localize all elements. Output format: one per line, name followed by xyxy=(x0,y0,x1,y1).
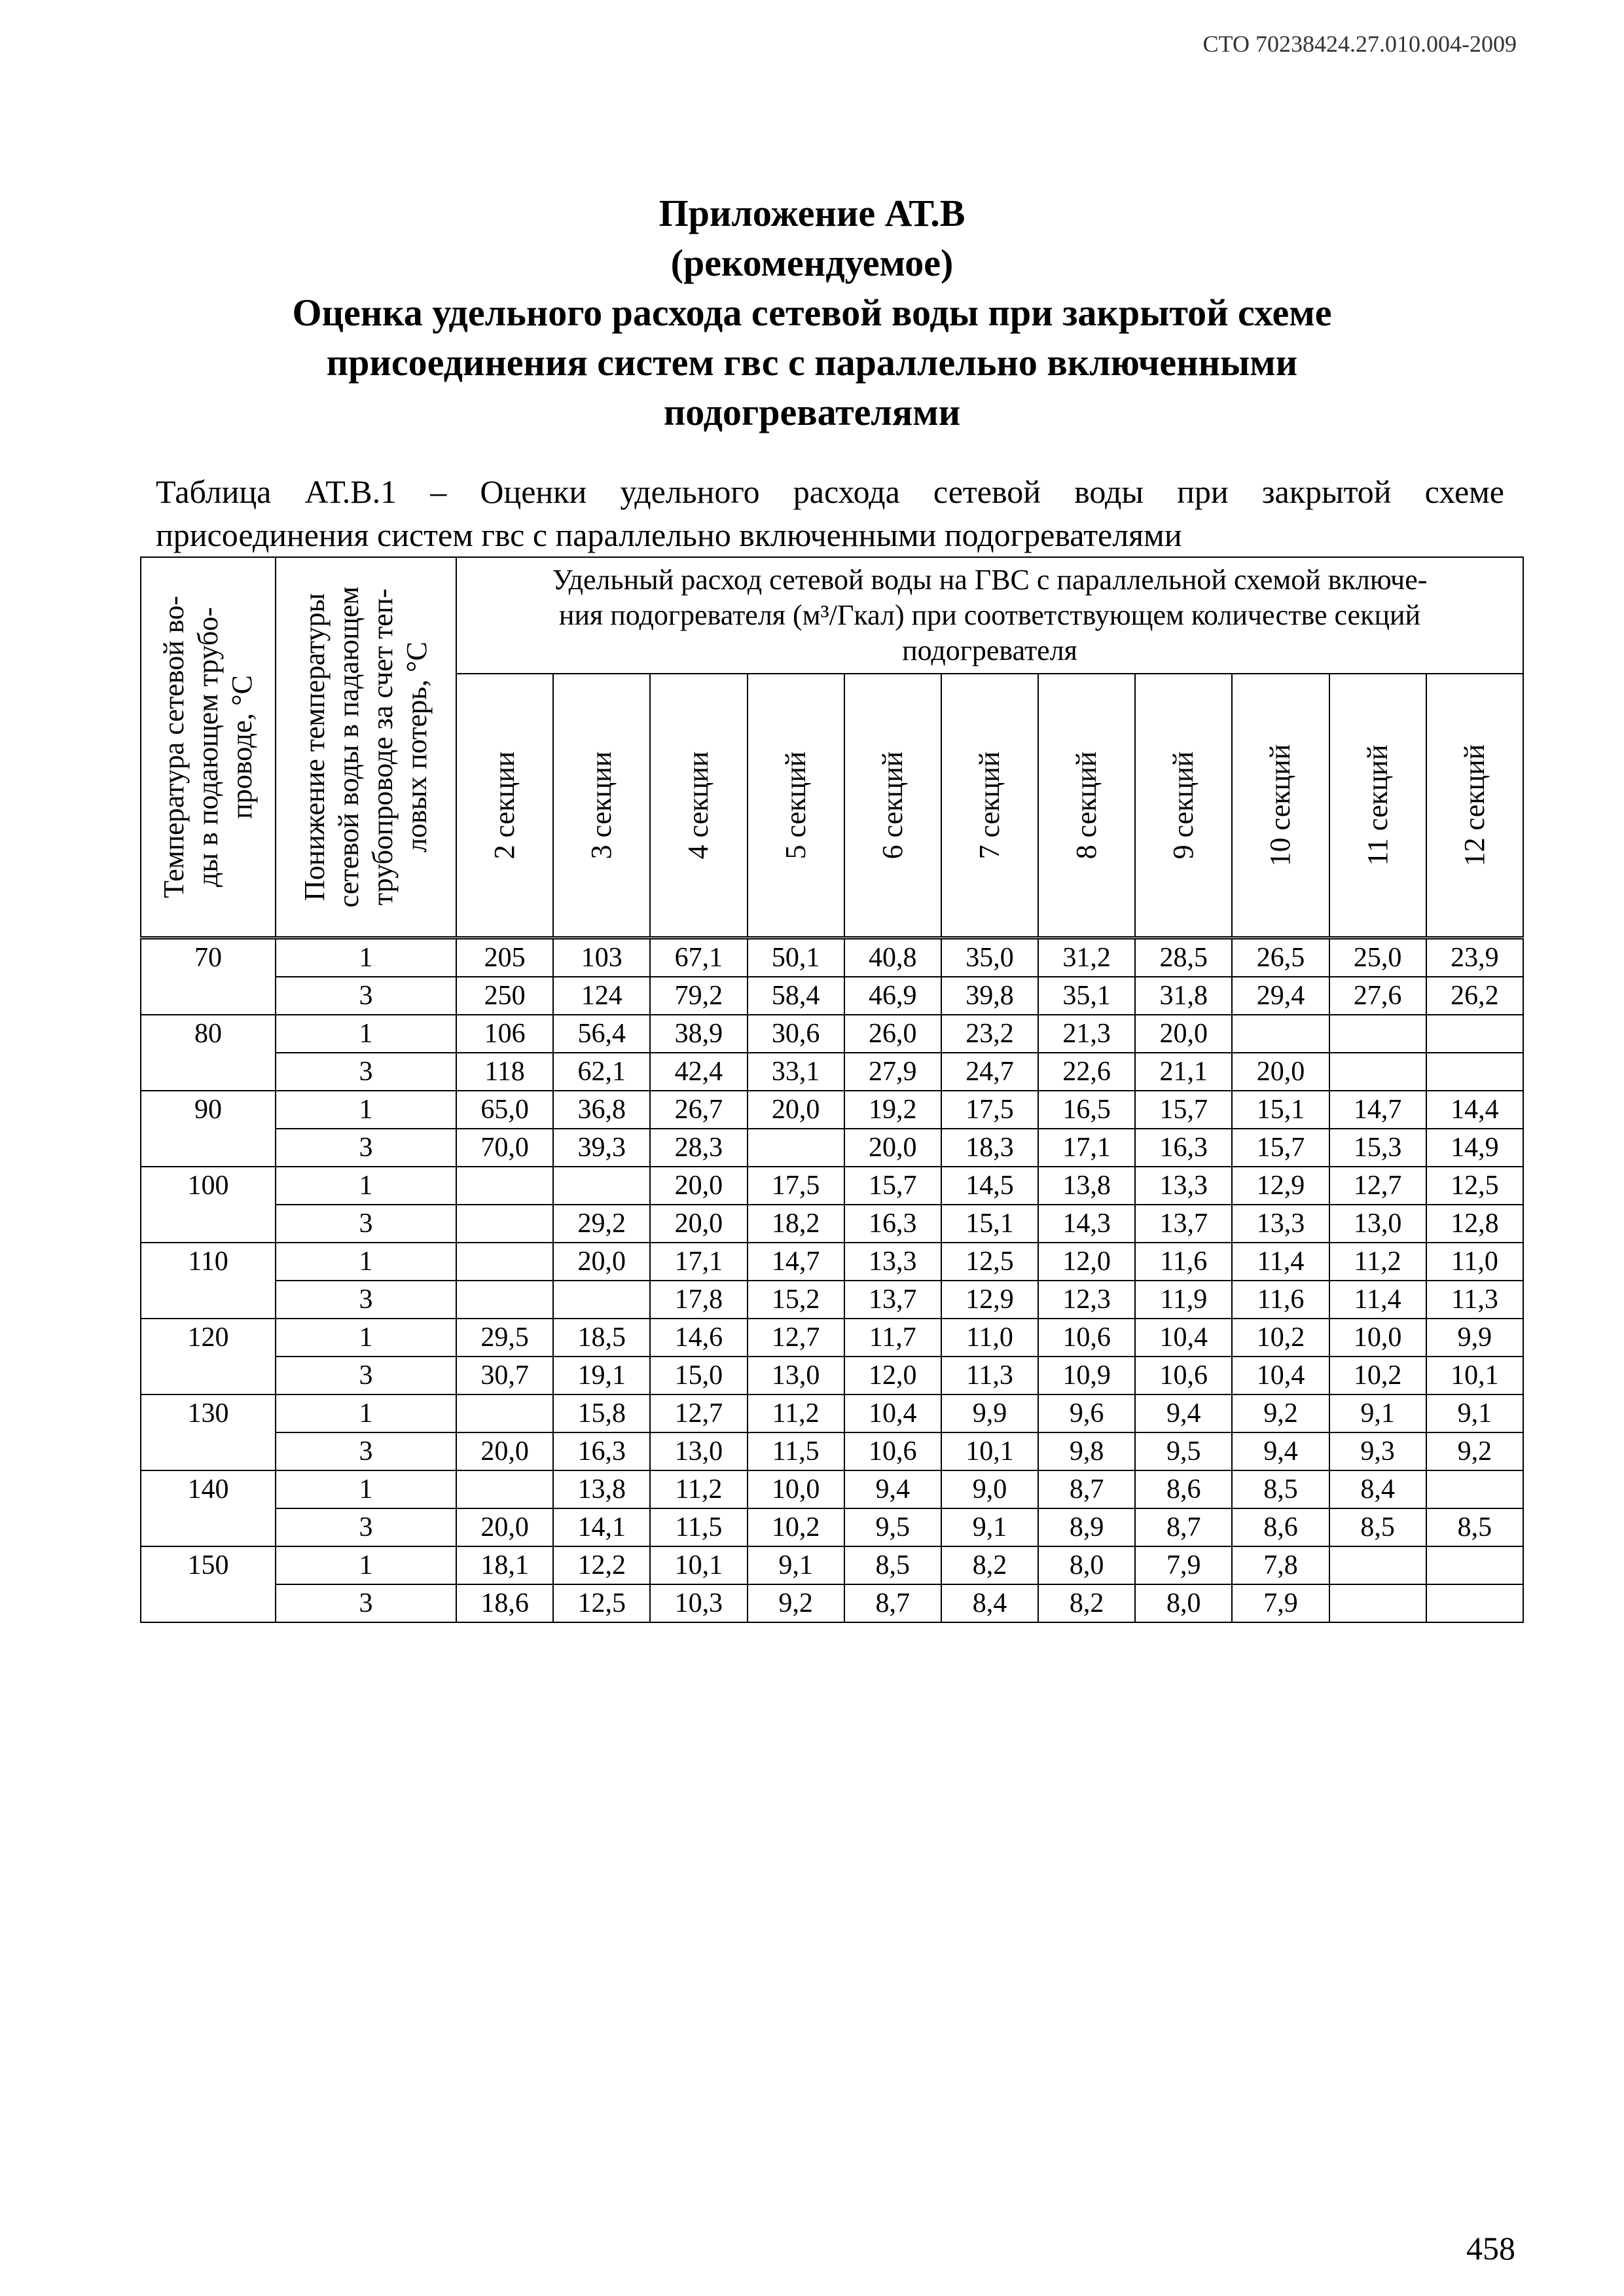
consumption-value-cell: 9,9 xyxy=(1426,1319,1523,1357)
consumption-value-cell: 10,6 xyxy=(1135,1357,1232,1394)
consumption-value-cell: 10,2 xyxy=(748,1508,844,1546)
consumption-value-cell: 8,0 xyxy=(1038,1546,1135,1584)
consumption-value-cell: 10,6 xyxy=(844,1432,941,1470)
header-text-line: сетевой воды в падающем xyxy=(333,586,365,908)
consumption-value-cell: 12,9 xyxy=(1232,1167,1329,1205)
consumption-value-cell: 13,7 xyxy=(844,1281,941,1319)
consumption-value-cell: 27,9 xyxy=(844,1053,941,1091)
consumption-value-cell: 15,7 xyxy=(844,1167,941,1205)
temperature-drop-cell: 3 xyxy=(276,1053,456,1091)
temperature-drop-cell: 1 xyxy=(276,1243,456,1281)
consumption-value-cell: 8,5 xyxy=(1329,1508,1426,1546)
consumption-value-cell: 10,4 xyxy=(844,1394,941,1432)
consumption-value-cell: 9,2 xyxy=(1426,1432,1523,1470)
consumption-value-cell: 20,0 xyxy=(553,1243,650,1281)
header-sections-6 xyxy=(844,674,941,938)
consumption-value-cell: 50,1 xyxy=(748,938,844,977)
consumption-value-cell: 20,0 xyxy=(456,1432,553,1470)
consumption-value-cell xyxy=(456,1205,553,1243)
consumption-value-cell: 26,2 xyxy=(1426,977,1523,1015)
consumption-value-cell: 124 xyxy=(553,977,650,1015)
consumption-value-cell: 8,4 xyxy=(1329,1470,1426,1508)
header-text-line: ды в подающем трубо- xyxy=(192,607,224,887)
consumption-value-cell: 13,3 xyxy=(844,1243,941,1281)
consumption-value-cell: 12,7 xyxy=(1329,1167,1426,1205)
table-row xyxy=(141,1584,1523,1622)
consumption-value-cell: 24,7 xyxy=(941,1053,1038,1091)
consumption-value-cell: 10,2 xyxy=(1329,1357,1426,1394)
consumption-value-cell: 9,4 xyxy=(844,1470,941,1508)
table-row xyxy=(141,977,1523,1015)
header-sections-label: 11 секций xyxy=(1361,744,1394,866)
caption-line-1: Таблица АТ.В.1 – Оценки удельного расхода сетевой воды при закрытой схеме xyxy=(156,473,1504,510)
consumption-value-cell: 35,0 xyxy=(941,938,1038,977)
consumption-value-cell: 26,0 xyxy=(844,1015,941,1053)
consumption-value-cell: 8,6 xyxy=(1232,1508,1329,1546)
consumption-value-cell: 20,0 xyxy=(1232,1053,1329,1091)
consumption-value-cell: 18,2 xyxy=(748,1205,844,1243)
temperature-drop-cell: 1 xyxy=(276,1167,456,1205)
page-number: 458 xyxy=(1466,2230,1515,2267)
consumption-value-cell: 12,7 xyxy=(650,1394,747,1432)
consumption-value-cell: 33,1 xyxy=(748,1053,844,1091)
consumption-value-cell: 11,5 xyxy=(650,1508,747,1546)
consumption-value-cell: 8,7 xyxy=(1135,1508,1232,1546)
consumption-value-cell: 18,3 xyxy=(941,1129,1038,1167)
consumption-value-cell: 31,8 xyxy=(1135,977,1232,1015)
consumption-value-cell: 31,2 xyxy=(1038,938,1135,977)
temperature-drop-cell: 3 xyxy=(276,1584,456,1622)
consumption-value-cell: 8,4 xyxy=(941,1584,1038,1622)
consumption-value-cell: 11,5 xyxy=(748,1432,844,1470)
consumption-value-cell xyxy=(456,1243,553,1281)
consumption-value-cell: 28,3 xyxy=(650,1129,747,1167)
consumption-value-cell: 11,2 xyxy=(1329,1243,1426,1281)
header-temperature-drop xyxy=(276,557,456,938)
consumption-value-cell: 9,9 xyxy=(941,1394,1038,1432)
heading-line-1: Приложение АТ.В xyxy=(659,192,965,234)
table-caption xyxy=(156,470,1504,556)
consumption-value-cell: 39,3 xyxy=(553,1129,650,1167)
consumption-value-cell: 9,2 xyxy=(1232,1394,1329,1432)
consumption-value-cell: 8,9 xyxy=(1038,1508,1135,1546)
temperature-drop-cell: 1 xyxy=(276,1546,456,1584)
header-sections-2 xyxy=(456,674,553,938)
consumption-value-cell: 13,3 xyxy=(1232,1205,1329,1243)
consumption-value-cell: 9,1 xyxy=(1329,1394,1426,1432)
table-row xyxy=(141,1546,1523,1584)
consumption-value-cell: 11,0 xyxy=(941,1319,1038,1357)
consumption-value-cell: 28,5 xyxy=(1135,938,1232,977)
supply-temperature-cell: 150 xyxy=(141,1546,276,1622)
header-sections-4 xyxy=(650,674,747,938)
table-row xyxy=(141,1053,1523,1091)
consumption-value-cell: 13,0 xyxy=(1329,1205,1426,1243)
consumption-value-cell: 12,5 xyxy=(1426,1167,1523,1205)
temperature-drop-cell: 1 xyxy=(276,1091,456,1129)
consumption-value-cell: 26,5 xyxy=(1232,938,1329,977)
table-row xyxy=(141,1281,1523,1319)
consumption-value-cell: 12,2 xyxy=(553,1546,650,1584)
temperature-drop-cell: 3 xyxy=(276,1205,456,1243)
consumption-value-cell: 10,1 xyxy=(650,1546,747,1584)
header-sections-10 xyxy=(1232,674,1329,938)
consumption-value-cell: 11,4 xyxy=(1232,1243,1329,1281)
consumption-value-cell: 13,3 xyxy=(1135,1167,1232,1205)
consumption-value-cell: 9,1 xyxy=(748,1546,844,1584)
consumption-value-cell: 30,6 xyxy=(748,1015,844,1053)
consumption-value-cell: 11,3 xyxy=(1426,1281,1523,1319)
heading-line-2: (рекомендуемое) xyxy=(670,242,954,284)
supply-temperature-cell: 100 xyxy=(141,1167,276,1243)
caption-line-2: присоединения систем гвс с параллельно включенными подогревателями xyxy=(156,517,1182,553)
consumption-value-cell: 8,5 xyxy=(1426,1508,1523,1546)
consumption-value-cell: 10,1 xyxy=(1426,1357,1523,1394)
supply-temperature-cell: 90 xyxy=(141,1091,276,1167)
table-row xyxy=(141,1394,1523,1432)
header-sections-5 xyxy=(748,674,844,938)
consumption-value-cell: 118 xyxy=(456,1053,553,1091)
consumption-value-cell: 9,3 xyxy=(1329,1432,1426,1470)
consumption-value-cell: 7,9 xyxy=(1135,1546,1232,1584)
supply-temperature-cell: 130 xyxy=(141,1394,276,1470)
header-supply-temperature-text xyxy=(157,596,259,898)
consumption-value-cell: 15,2 xyxy=(748,1281,844,1319)
consumption-value-cell: 19,1 xyxy=(553,1357,650,1394)
consumption-value-cell: 14,7 xyxy=(1329,1091,1426,1129)
table-row xyxy=(141,1205,1523,1243)
temperature-drop-cell: 3 xyxy=(276,1432,456,1470)
header-sections-9 xyxy=(1135,674,1232,938)
heading-line-3: Оценка удельного расхода сетевой воды при закрытой схеме xyxy=(292,291,1332,334)
consumption-value-cell: 7,8 xyxy=(1232,1546,1329,1584)
consumption-value-cell: 9,1 xyxy=(941,1508,1038,1546)
consumption-value-cell: 36,8 xyxy=(553,1091,650,1129)
temperature-drop-cell: 1 xyxy=(276,1319,456,1357)
consumption-value-cell: 8,0 xyxy=(1135,1584,1232,1622)
temperature-drop-cell: 1 xyxy=(276,1394,456,1432)
consumption-value-cell: 9,4 xyxy=(1232,1432,1329,1470)
heading-line-4: присоединения систем гвс с параллельно включенными xyxy=(326,341,1298,384)
header-sections-label: 2 секции xyxy=(488,751,521,860)
consumption-value-cell: 20,0 xyxy=(456,1508,553,1546)
consumption-value-cell: 10,4 xyxy=(1232,1357,1329,1394)
consumption-value-cell: 15,1 xyxy=(1232,1091,1329,1129)
consumption-value-cell: 12,0 xyxy=(844,1357,941,1394)
temperature-drop-cell: 1 xyxy=(276,1470,456,1508)
consumption-value-cell xyxy=(1426,1546,1523,1584)
consumption-value-cell xyxy=(1426,1584,1523,1622)
header-sections-12 xyxy=(1426,674,1523,938)
consumption-value-cell: 40,8 xyxy=(844,938,941,977)
consumption-value-cell xyxy=(553,1281,650,1319)
header-sections-label: 7 секций xyxy=(973,751,1005,860)
consumption-value-cell: 15,8 xyxy=(553,1394,650,1432)
consumption-value-cell xyxy=(1232,1015,1329,1053)
consumption-value-cell: 11,4 xyxy=(1329,1281,1426,1319)
header-supply-temperature xyxy=(141,557,276,938)
consumption-value-cell: 10,4 xyxy=(1135,1319,1232,1357)
consumption-value-cell: 56,4 xyxy=(553,1015,650,1053)
consumption-value-cell: 8,7 xyxy=(1038,1470,1135,1508)
table-row xyxy=(141,1129,1523,1167)
consumption-value-cell: 15,7 xyxy=(1232,1129,1329,1167)
consumption-value-cell: 58,4 xyxy=(748,977,844,1015)
consumption-value-cell: 23,2 xyxy=(941,1015,1038,1053)
consumption-value-cell: 12,3 xyxy=(1038,1281,1135,1319)
consumption-value-cell xyxy=(1426,1470,1523,1508)
consumption-value-cell: 22,6 xyxy=(1038,1053,1135,1091)
consumption-value-cell: 16,3 xyxy=(553,1432,650,1470)
consumption-value-cell: 29,2 xyxy=(553,1205,650,1243)
header-text-line: подогревателя xyxy=(902,634,1077,666)
header-specific-consumption-text xyxy=(457,562,1523,668)
consumption-value-cell: 8,2 xyxy=(1038,1584,1135,1622)
consumption-value-cell: 18,6 xyxy=(456,1584,553,1622)
consumption-value-cell: 10,1 xyxy=(941,1432,1038,1470)
consumption-value-cell: 18,1 xyxy=(456,1546,553,1584)
table-row xyxy=(141,1357,1523,1394)
consumption-value-cell: 14,7 xyxy=(748,1243,844,1281)
consumption-value-cell: 20,0 xyxy=(844,1129,941,1167)
consumption-value-cell xyxy=(553,1167,650,1205)
consumption-value-cell: 7,9 xyxy=(1232,1584,1329,1622)
consumption-value-cell: 14,5 xyxy=(941,1167,1038,1205)
document-code: СТО 70238424.27.010.004-2009 xyxy=(1202,31,1517,57)
supply-temperature-cell: 140 xyxy=(141,1470,276,1546)
table-body xyxy=(141,938,1523,1623)
consumption-value-cell: 11,2 xyxy=(748,1394,844,1432)
table-row xyxy=(141,1508,1523,1546)
consumption-value-cell: 15,1 xyxy=(941,1205,1038,1243)
consumption-value-cell: 13,8 xyxy=(553,1470,650,1508)
temperature-drop-cell: 3 xyxy=(276,1281,456,1319)
consumption-value-cell: 67,1 xyxy=(650,938,747,977)
table-row xyxy=(141,938,1523,977)
header-sections-label: 4 секции xyxy=(682,751,715,860)
consumption-value-cell: 9,4 xyxy=(1135,1394,1232,1432)
supply-temperature-cell: 120 xyxy=(141,1319,276,1394)
consumption-value-cell: 21,3 xyxy=(1038,1015,1135,1053)
consumption-value-cell: 10,3 xyxy=(650,1584,747,1622)
consumption-value-cell: 11,3 xyxy=(941,1357,1038,1394)
consumption-value-cell: 20,0 xyxy=(650,1167,747,1205)
consumption-value-cell: 205 xyxy=(456,938,553,977)
consumption-value-cell xyxy=(1329,1015,1426,1053)
header-specific-consumption xyxy=(456,557,1523,674)
consumption-value-cell: 35,1 xyxy=(1038,977,1135,1015)
consumption-value-cell xyxy=(1426,1015,1523,1053)
consumption-value-cell: 79,2 xyxy=(650,977,747,1015)
consumption-value-cell: 12,9 xyxy=(941,1281,1038,1319)
consumption-value-cell: 9,0 xyxy=(941,1470,1038,1508)
consumption-value-cell: 25,0 xyxy=(1329,938,1426,977)
consumption-value-cell: 12,7 xyxy=(748,1319,844,1357)
header-text-line: трубопроводе за счет теп- xyxy=(367,588,399,906)
consumption-value-cell: 26,7 xyxy=(650,1091,747,1129)
consumption-value-cell: 20,0 xyxy=(1135,1015,1232,1053)
table-row xyxy=(141,1319,1523,1357)
consumption-value-cell: 20,0 xyxy=(650,1205,747,1243)
consumption-value-cell: 23,9 xyxy=(1426,938,1523,977)
table-row xyxy=(141,1167,1523,1205)
consumption-value-cell xyxy=(456,1394,553,1432)
consumption-value-cell xyxy=(456,1167,553,1205)
consumption-value-cell: 70,0 xyxy=(456,1129,553,1167)
consumption-value-cell: 39,8 xyxy=(941,977,1038,1015)
consumption-value-cell: 15,3 xyxy=(1329,1129,1426,1167)
consumption-value-cell: 17,1 xyxy=(650,1243,747,1281)
header-temperature-drop-text xyxy=(298,587,434,907)
consumption-value-cell: 9,5 xyxy=(1135,1432,1232,1470)
table-row xyxy=(141,1432,1523,1470)
consumption-value-cell: 10,6 xyxy=(1038,1319,1135,1357)
consumption-value-cell: 38,9 xyxy=(650,1015,747,1053)
consumption-value-cell: 8,6 xyxy=(1135,1470,1232,1508)
consumption-value-cell: 17,5 xyxy=(941,1091,1038,1129)
consumption-value-cell: 9,6 xyxy=(1038,1394,1135,1432)
consumption-value-cell: 11,0 xyxy=(1426,1243,1523,1281)
consumption-value-cell: 10,0 xyxy=(748,1470,844,1508)
consumption-value-cell: 13,0 xyxy=(650,1432,747,1470)
header-text-line: ния подогревателя (м³/Гкал) при соответствующем количестве секций xyxy=(558,599,1421,631)
consumption-value-cell: 13,0 xyxy=(748,1357,844,1394)
consumption-value-cell: 10,9 xyxy=(1038,1357,1135,1394)
appendix-heading xyxy=(0,189,1624,437)
header-sections-label: 6 секций xyxy=(876,751,909,860)
temperature-drop-cell: 3 xyxy=(276,1508,456,1546)
consumption-value-cell: 12,8 xyxy=(1426,1205,1523,1243)
consumption-value-cell xyxy=(1329,1546,1426,1584)
consumption-value-cell: 17,1 xyxy=(1038,1129,1135,1167)
consumption-value-cell: 11,7 xyxy=(844,1319,941,1357)
header-text-line: проводе, °С xyxy=(226,675,258,819)
consumption-value-cell: 42,4 xyxy=(650,1053,747,1091)
consumption-value-cell: 9,1 xyxy=(1426,1394,1523,1432)
header-sections-label: 9 секций xyxy=(1167,751,1200,860)
consumption-value-cell: 14,6 xyxy=(650,1319,747,1357)
consumption-value-cell: 11,6 xyxy=(1232,1281,1329,1319)
header-sections-3 xyxy=(553,674,650,938)
consumption-value-cell: 46,9 xyxy=(844,977,941,1015)
consumption-value-cell: 15,0 xyxy=(650,1357,747,1394)
consumption-value-cell: 250 xyxy=(456,977,553,1015)
consumption-value-cell: 14,3 xyxy=(1038,1205,1135,1243)
consumption-value-cell: 8,7 xyxy=(844,1584,941,1622)
consumption-value-cell xyxy=(456,1281,553,1319)
consumption-value-cell: 106 xyxy=(456,1015,553,1053)
consumption-value-cell: 11,9 xyxy=(1135,1281,1232,1319)
header-sections-label: 10 секций xyxy=(1264,744,1297,867)
header-text-line: Удельный расход сетевой воды на ГВС с параллельной схемой включе- xyxy=(552,564,1428,596)
consumption-value-cell: 62,1 xyxy=(553,1053,650,1091)
header-sections-label: 3 секции xyxy=(585,751,618,860)
temperature-drop-cell: 1 xyxy=(276,938,456,977)
supply-temperature-cell: 110 xyxy=(141,1243,276,1319)
header-sections-label: 8 секций xyxy=(1070,751,1103,860)
header-sections-8 xyxy=(1038,674,1135,938)
consumption-value-cell: 13,8 xyxy=(1038,1167,1135,1205)
consumption-table xyxy=(140,556,1524,1623)
temperature-drop-cell: 1 xyxy=(276,1015,456,1053)
header-sections-7 xyxy=(941,674,1038,938)
consumption-value-cell xyxy=(1329,1053,1426,1091)
temperature-drop-cell: 3 xyxy=(276,1357,456,1394)
consumption-value-cell: 8,5 xyxy=(844,1546,941,1584)
consumption-value-cell: 11,6 xyxy=(1135,1243,1232,1281)
header-sections-label: 5 секций xyxy=(779,751,812,860)
consumption-value-cell xyxy=(748,1129,844,1167)
consumption-value-cell: 14,1 xyxy=(553,1508,650,1546)
consumption-value-cell: 12,5 xyxy=(553,1584,650,1622)
consumption-value-cell: 8,5 xyxy=(1232,1470,1329,1508)
supply-temperature-cell: 70 xyxy=(141,938,276,1015)
consumption-value-cell: 11,2 xyxy=(650,1470,747,1508)
table-row xyxy=(141,1015,1523,1053)
consumption-value-cell: 18,5 xyxy=(553,1319,650,1357)
header-text-line: Температура сетевой во- xyxy=(158,596,190,898)
consumption-value-cell: 29,4 xyxy=(1232,977,1329,1015)
consumption-value-cell: 17,8 xyxy=(650,1281,747,1319)
temperature-drop-cell: 3 xyxy=(276,1129,456,1167)
consumption-value-cell: 65,0 xyxy=(456,1091,553,1129)
consumption-value-cell: 27,6 xyxy=(1329,977,1426,1015)
consumption-value-cell: 9,5 xyxy=(844,1508,941,1546)
supply-temperature-cell: 80 xyxy=(141,1015,276,1091)
consumption-value-cell: 16,5 xyxy=(1038,1091,1135,1129)
consumption-value-cell: 14,9 xyxy=(1426,1129,1523,1167)
table-row xyxy=(141,1091,1523,1129)
consumption-value-cell: 12,5 xyxy=(941,1243,1038,1281)
table-row xyxy=(141,1470,1523,1508)
consumption-value-cell: 14,4 xyxy=(1426,1091,1523,1129)
consumption-value-cell: 21,1 xyxy=(1135,1053,1232,1091)
consumption-value-cell: 10,2 xyxy=(1232,1319,1329,1357)
header-text-line: Понижение температуры xyxy=(298,592,331,902)
consumption-value-cell: 30,7 xyxy=(456,1357,553,1394)
consumption-value-cell: 13,7 xyxy=(1135,1205,1232,1243)
temperature-drop-cell: 3 xyxy=(276,977,456,1015)
consumption-value-cell: 9,8 xyxy=(1038,1432,1135,1470)
header-sections-label: 12 секций xyxy=(1458,744,1490,867)
consumption-value-cell: 29,5 xyxy=(456,1319,553,1357)
consumption-value-cell: 15,7 xyxy=(1135,1091,1232,1129)
consumption-value-cell: 8,2 xyxy=(941,1546,1038,1584)
consumption-value-cell xyxy=(456,1470,553,1508)
consumption-value-cell: 12,0 xyxy=(1038,1243,1135,1281)
consumption-value-cell: 9,2 xyxy=(748,1584,844,1622)
consumption-value-cell: 19,2 xyxy=(844,1091,941,1129)
header-text-line: ловых потерь, °С xyxy=(401,641,433,853)
header-sections-11 xyxy=(1329,674,1426,938)
heading-line-5: подогревателями xyxy=(663,391,961,433)
consumption-value-cell: 20,0 xyxy=(748,1091,844,1129)
consumption-value-cell: 16,3 xyxy=(1135,1129,1232,1167)
consumption-value-cell: 10,0 xyxy=(1329,1319,1426,1357)
consumption-value-cell: 16,3 xyxy=(844,1205,941,1243)
table-row xyxy=(141,1243,1523,1281)
consumption-value-cell xyxy=(1329,1584,1426,1622)
consumption-value-cell: 17,5 xyxy=(748,1167,844,1205)
consumption-value-cell xyxy=(1426,1053,1523,1091)
consumption-value-cell: 103 xyxy=(553,938,650,977)
